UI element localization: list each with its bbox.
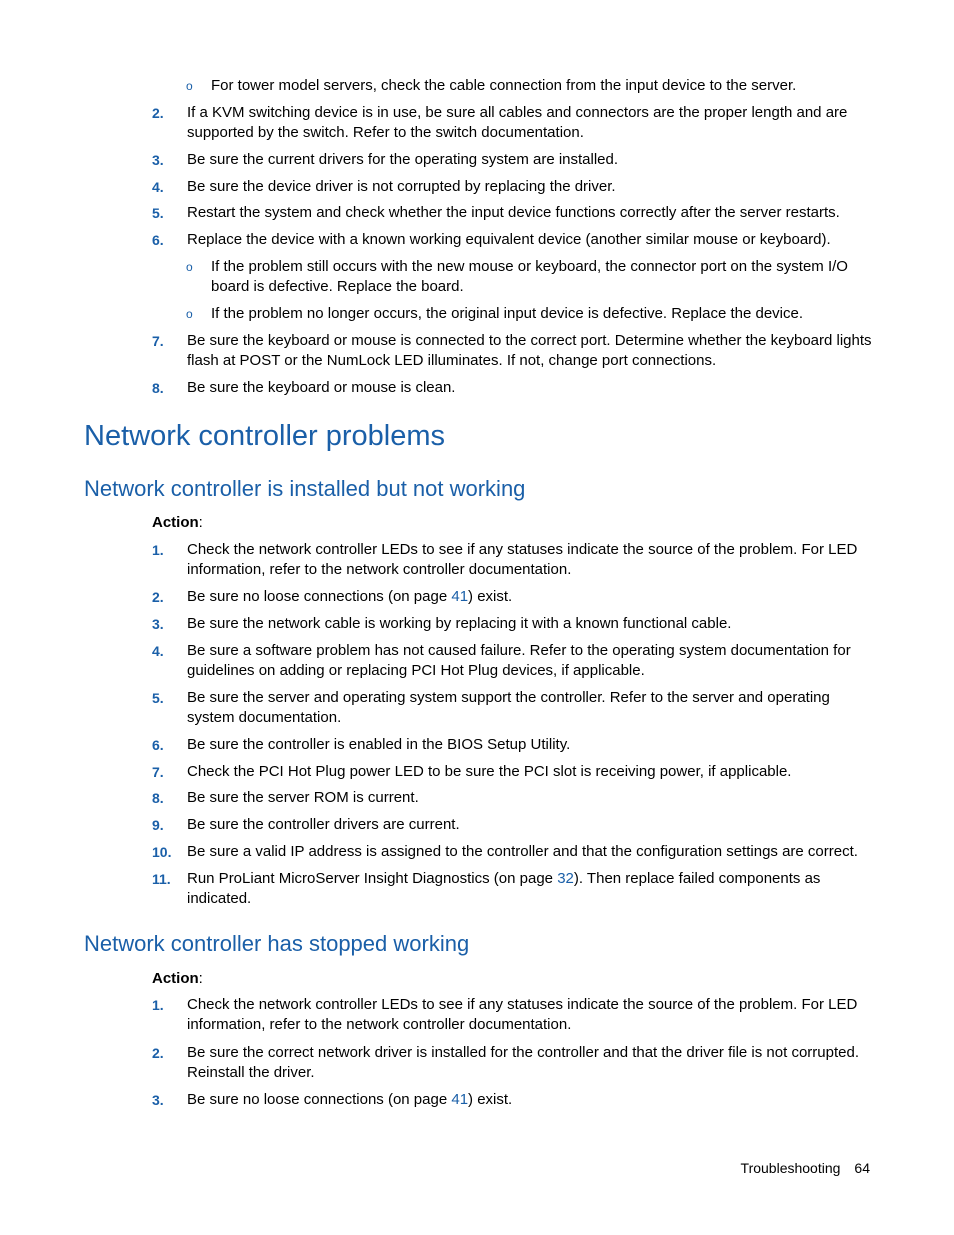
subsection-title: Network controller is installed but not working xyxy=(84,476,526,501)
action-label-text: Action xyxy=(152,970,199,987)
list-item-number: 7. xyxy=(152,764,164,780)
list-item-text: Be sure the current drivers for the operating system are installed. xyxy=(187,151,619,168)
list-item-number: 10. xyxy=(152,844,172,860)
footer-chapter: Troubleshooting xyxy=(740,1160,841,1176)
list-item-number: 7. xyxy=(152,333,164,349)
list-item-text: Check the PCI Hot Plug power LED to be sure the PCI slot is receiving power, if applicable. xyxy=(187,763,792,780)
list-item-text: Restart the system and check whether the input device functions correctly after the server restarts. xyxy=(187,204,840,221)
list-item-text: Be sure a software problem has not caused failure. Refer to the operating system documentation for guidelines on adding or replacing PCI Hot Plug devices, if applicable. xyxy=(187,642,851,679)
list-item-number: 5. xyxy=(152,690,164,706)
list-item-number: 8. xyxy=(152,790,164,806)
list-item-text: Be sure the device driver is not corrupted by replacing the driver. xyxy=(187,178,616,195)
list-item-text: Be sure the correct network driver is installed for the controller and that the driver file is not corrupted. Reinstall the driver. xyxy=(187,1044,859,1081)
list-item-text: Check the network controller LEDs to see if any statuses indicate the source of the problem. For LED information, refer to the network controller documentation. xyxy=(187,541,858,578)
list-item-number: 9. xyxy=(152,817,164,833)
list-item-text-after: ). Then replace failed components as indicated. xyxy=(187,870,821,907)
list-item-text: Be sure a valid IP address is assigned to the controller and that the configuration settings are correct. xyxy=(187,843,858,860)
section-title: Network controller problems xyxy=(84,420,446,452)
list-item-text: Be sure the controller is enabled in the BIOS Setup Utility. xyxy=(187,736,571,753)
action-label-colon: : xyxy=(198,970,203,987)
list-item-number: 3. xyxy=(152,1092,164,1108)
footer-page-number: 64 xyxy=(854,1160,870,1176)
list-item-text-before: Be sure no loose connections (on page xyxy=(187,1091,452,1108)
list-item-number: 4. xyxy=(152,179,164,195)
list-item-number: 6. xyxy=(152,737,164,753)
bullet-icon: o xyxy=(186,260,193,274)
list-item-number: 8. xyxy=(152,380,164,396)
page-footer xyxy=(741,1158,870,1178)
list-item-text: Be sure the keyboard or mouse is clean. xyxy=(187,379,456,396)
list-item-number: 3. xyxy=(152,152,164,168)
page-link[interactable]: 41 xyxy=(451,1091,469,1108)
list-item-number: 11. xyxy=(152,871,171,887)
list-item-text: If a KVM switching device is in use, be sure all cables and connectors are the proper length and are supported by the switch. Refer to the switch documentation. xyxy=(187,104,848,141)
bullet-icon: o xyxy=(186,307,193,321)
list-item-text: Be sure the server and operating system support the controller. Refer to the server and operating system documentation. xyxy=(187,689,830,726)
page-link[interactable]: 32 xyxy=(557,870,574,887)
action-label-colon: : xyxy=(198,514,203,531)
list-item-text-after: ) exist. xyxy=(468,1091,513,1108)
list-item-text-after: ) exist. xyxy=(468,588,513,605)
list-item-text xyxy=(187,587,877,607)
list-subitem-text: If the problem still occurs with the new mouse or keyboard, the connector port on the system I/O board is defective. Replace the board. xyxy=(211,258,848,295)
list-item-text xyxy=(187,869,877,909)
action-label-text: Action xyxy=(152,514,199,531)
bullet-icon: o xyxy=(186,79,193,93)
action-label xyxy=(152,513,203,533)
list-item-text: Replace the device with a known working equivalent device (another similar mouse or keyboard). xyxy=(187,231,831,248)
page-link[interactable]: 41 xyxy=(451,588,469,605)
list-item-text: Be sure the network cable is working by replacing it with a known functional cable. xyxy=(187,615,732,632)
list-item-number: 1. xyxy=(152,997,164,1013)
list-item-text xyxy=(187,1090,877,1110)
list-item-text: Be sure the keyboard or mouse is connected to the correct port. Determine whether the keyboard lights flash at POST or the NumLock LED illuminates. If not, change port connections. xyxy=(187,332,872,369)
list-item-text-before: Be sure no loose connections (on page xyxy=(187,588,452,605)
list-item-text: Be sure the controller drivers are current. xyxy=(187,816,460,833)
subsection-title: Network controller has stopped working xyxy=(84,931,470,956)
list-item-text: Check the network controller LEDs to see if any statuses indicate the source of the problem. For LED information, refer to the network controller documentation. xyxy=(187,996,858,1033)
list-item-number: 3. xyxy=(152,616,164,632)
list-item-text: Be sure the server ROM is current. xyxy=(187,789,419,806)
list-item-number: 1. xyxy=(152,542,164,558)
action-label xyxy=(152,969,203,989)
list-item-text-before: Run ProLiant MicroServer Insight Diagnostics (on page xyxy=(187,870,558,887)
list-subitem-text: For tower model servers, check the cable connection from the input device to the server. xyxy=(211,77,797,94)
list-item-number: 2. xyxy=(152,105,164,121)
list-item-number: 2. xyxy=(152,589,164,605)
list-item-number: 2. xyxy=(152,1045,164,1061)
list-item-number: 5. xyxy=(152,205,164,221)
list-item-number: 4. xyxy=(152,643,164,659)
list-subitem-text: If the problem no longer occurs, the original input device is defective. Replace the device. xyxy=(211,305,804,322)
list-item-number: 6. xyxy=(152,232,164,248)
